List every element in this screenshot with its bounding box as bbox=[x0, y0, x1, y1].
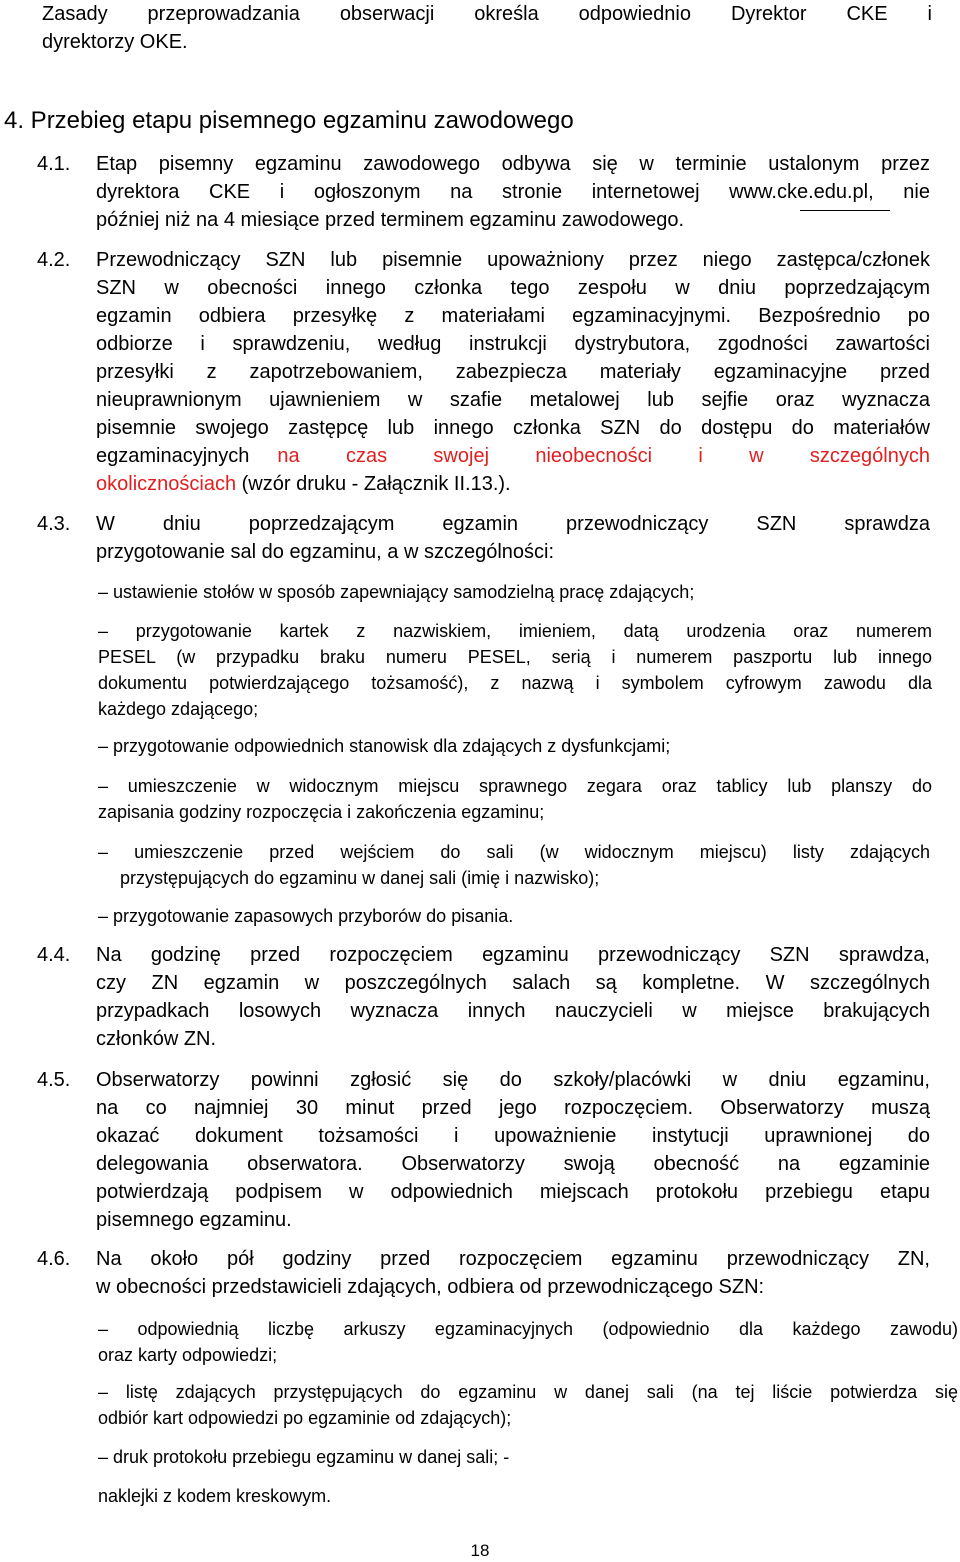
list-item-line: – druk protokołu przebiegu egzaminu w danej sali; - bbox=[98, 1447, 510, 1467]
paragraph-line: przypadkach losowych wyznacza innych nauczycieli w miejsce brakujących bbox=[96, 1000, 930, 1022]
list-item-line: – umieszczenie przed wejściem do sali (w widocznym miejscu) listy zdających bbox=[98, 842, 930, 862]
list-item bbox=[98, 839, 930, 891]
paragraph-line: pisemnego egzaminu. bbox=[96, 1209, 292, 1231]
list-item bbox=[98, 1379, 958, 1431]
paragraph-4-2 bbox=[96, 246, 930, 498]
paragraph-line: okazać dokument tożsamości i upoważnienie instytucji uprawnionej do bbox=[96, 1125, 930, 1147]
highlighted-fragment: okolicznościach bbox=[96, 473, 237, 495]
list-item-line: – listę zdających przystępujących do egzaminu w danej sali (na tej liście potwierdza się bbox=[98, 1382, 958, 1402]
paragraph-line: później niż na 4 miesiące przed terminem egzaminu zawodowego. bbox=[96, 209, 685, 231]
paragraph-line bbox=[96, 442, 930, 470]
paragraph-4-3 bbox=[96, 510, 930, 566]
paragraph-fragment: (wzór druku - Załącznik II.13.). bbox=[241, 473, 511, 495]
intro-text bbox=[42, 0, 932, 56]
paragraph-line: na co najmniej 30 minut przed jego rozpoczęciem. Obserwatorzy muszą bbox=[96, 1097, 930, 1119]
paragraph-line: W dniu poprzedzającym egzamin przewodniczący SZN sprawdza bbox=[96, 513, 930, 535]
paragraph-4-1 bbox=[96, 150, 930, 234]
section-heading: 4. Przebieg etapu pisemnego egzaminu zawodowego bbox=[4, 107, 574, 134]
paragraph-line: Na godzinę przed rozpoczęciem egzaminu przewodniczący SZN sprawdza, bbox=[96, 944, 930, 966]
paragraph-line: czy ZN egzamin w poszczególnych salach są kompletne. W szczególnych bbox=[96, 972, 930, 994]
list-item bbox=[98, 903, 932, 929]
list-item-line: odbiór kart odpowiedzi po egzaminie od zdających); bbox=[98, 1408, 512, 1428]
list-item bbox=[98, 1444, 932, 1509]
list-item-line: – przygotowanie odpowiednich stanowisk dla zdających z dysfunkcjami; bbox=[98, 736, 671, 756]
paragraph-line: członków ZN. bbox=[96, 1028, 217, 1050]
paragraph-line: przygotowanie sal do egzaminu, a w szczególności: bbox=[96, 541, 555, 563]
list-item-line: – przygotowanie kartek z nazwiskiem, imieniem, datą urodzenia oraz numerem bbox=[98, 621, 932, 641]
paragraph-line: egzamin odbiera przesyłkę z materiałami egzaminacyjnymi. Bezpośrednio po bbox=[96, 305, 930, 327]
paragraph-line: pisemnie swojego zastępcę lub innego członka SZN do dostępu do materiałów bbox=[96, 417, 930, 439]
paragraph-number: 4.1. bbox=[37, 153, 71, 175]
list-item-line: zapisania godziny rozpoczęcia i zakończenia egzaminu; bbox=[98, 802, 545, 822]
paragraph-line: Etap pisemny egzaminu zawodowego odbywa się w terminie ustalonym przez bbox=[96, 153, 930, 175]
list-item bbox=[98, 773, 932, 825]
list-item-line: każdego zdającego; bbox=[98, 699, 259, 719]
paragraph-fragment: egzaminacyjnych bbox=[96, 445, 250, 467]
list-item-line: – umieszczenie w widocznym miejscu sprawnego zegara oraz tablicy lub planszy do bbox=[98, 776, 932, 796]
paragraph-line: Na około pół godziny przed rozpoczęciem egzaminu przewodniczący ZN, bbox=[96, 1248, 930, 1270]
list-item bbox=[98, 733, 932, 759]
list-item bbox=[98, 618, 932, 722]
paragraph-line: SZN w obecności innego członka tego zespołu w dniu poprzedzającym bbox=[96, 277, 930, 299]
paragraph-line: nieuprawnionym ujawnieniem w szafie metalowej lub sejfie oraz wyznacza bbox=[96, 389, 930, 411]
list-item bbox=[98, 1316, 958, 1368]
page-number: 18 bbox=[470, 1541, 490, 1560]
intro-line: dyrektorzy OKE. bbox=[42, 31, 188, 53]
paragraph-4-6 bbox=[96, 1245, 930, 1301]
list-item-line: – ustawienie stołów w sposób zapewniający samodzielną pracę zdających; bbox=[98, 582, 695, 602]
paragraph-line bbox=[96, 470, 930, 498]
list-item-line: oraz karty odpowiedzi; bbox=[98, 1345, 278, 1365]
paragraph-line: delegowania obserwatora. Obserwatorzy swoją obecność na egzaminie bbox=[96, 1153, 930, 1175]
list-item-line: – odpowiednią liczbę arkuszy egzaminacyjnych (odpowiednio dla każdego zawodu) bbox=[98, 1319, 958, 1339]
paragraph-4-5 bbox=[96, 1066, 930, 1234]
intro-line: Zasady przeprowadzania obserwacji określa odpowiednio Dyrektor CKE i bbox=[42, 3, 932, 25]
paragraph-line: przesyłki z zapotrzebowaniem, zabezpiecza materiały egzaminacyjne przed bbox=[96, 361, 930, 383]
paragraph-number: 4.2. bbox=[37, 249, 71, 271]
paragraph-number: 4.5. bbox=[37, 1069, 71, 1091]
underline-mark bbox=[800, 210, 890, 211]
paragraph-line: potwierdzają podpisem w odpowiednich miejscach protokołu przebiegu etapu bbox=[96, 1181, 930, 1203]
paragraph-4-4 bbox=[96, 941, 930, 1053]
paragraph-line: Przewodniczący SZN lub pisemnie upoważniony przez niego zastępca/członek bbox=[96, 249, 930, 271]
paragraph-number: 4.4. bbox=[37, 944, 71, 966]
paragraph-number: 4.3. bbox=[37, 513, 71, 535]
highlighted-fragment: na czas swojej nieobecności i w szczególnych bbox=[277, 445, 930, 467]
list-item-line: przystępujących do egzaminu w danej sali (imię i nazwisko); bbox=[120, 868, 600, 888]
list-item-line: PESEL (w przypadku braku numeru PESEL, serią i numerem paszportu lub innego bbox=[98, 647, 932, 667]
paragraph-line: w obecności przedstawicieli zdających, odbiera od przewodniczącego SZN: bbox=[96, 1276, 765, 1298]
list-item bbox=[98, 579, 932, 605]
list-item-line: – przygotowanie zapasowych przyborów do pisania. bbox=[98, 906, 514, 926]
paragraph-line: dyrektora CKE i ogłoszonym na stronie internetowej www.cke.edu.pl, nie bbox=[96, 181, 930, 203]
paragraph-line: odbiorze i sprawdzeniu, według instrukcji dystrybutora, zgodności zawartości bbox=[96, 333, 930, 355]
paragraph-line: Obserwatorzy powinni zgłosić się do szkoły/placówki w dniu egzaminu, bbox=[96, 1069, 930, 1091]
list-item-line: dokumentu potwierdzającego tożsamość), z nazwą i symbolem cyfrowym zawodu dla bbox=[98, 673, 932, 693]
paragraph-number: 4.6. bbox=[37, 1248, 71, 1270]
list-item-line: naklejki z kodem kreskowym. bbox=[98, 1486, 332, 1506]
